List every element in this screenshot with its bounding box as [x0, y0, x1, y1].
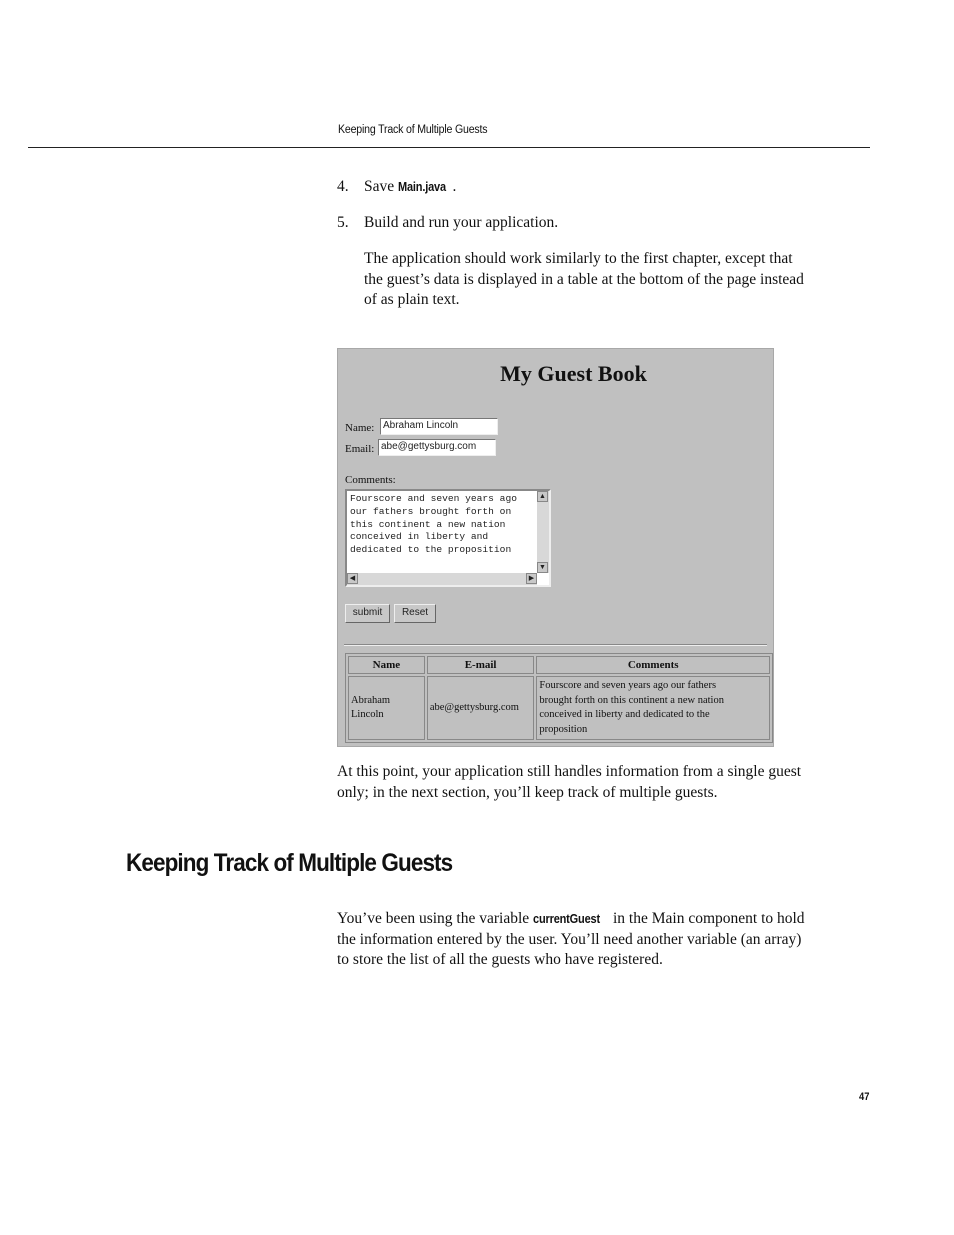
comments-textarea[interactable]: [345, 489, 551, 587]
text-line: [337, 909, 805, 930]
text-line: Fourscore and seven years ago our fathers: [539, 680, 717, 691]
comments-text: [350, 493, 532, 557]
after-figure-paragraph: [337, 762, 801, 803]
guest-table: [345, 653, 773, 743]
table-header-row: [348, 656, 770, 674]
page-number: 47: [859, 1091, 870, 1103]
email-input[interactable]: abe@gettysburg.com: [378, 439, 496, 456]
figure-divider: [344, 644, 767, 646]
text-line: conceived in liberty and: [350, 531, 489, 543]
section-paragraph: [337, 909, 805, 971]
name-input[interactable]: Abraham Lincoln: [380, 418, 498, 435]
text-line: dedicated to the proposition: [350, 544, 512, 556]
step-suffix: .: [452, 178, 457, 195]
text-line: the information entered by the user. You’ll need another variable (an array): [337, 930, 802, 948]
column-header: Name: [348, 656, 425, 674]
column-header: Comments: [536, 656, 770, 674]
scroll-down-icon[interactable]: ▼: [537, 562, 548, 573]
code-filename: Main.java: [398, 180, 446, 194]
table-row: [348, 676, 770, 740]
text-line: of as plain text.: [364, 291, 460, 308]
scroll-left-icon[interactable]: ◀: [347, 573, 358, 584]
text-line: only; in the next section, you’ll keep track of multiple guests.: [337, 783, 718, 801]
name-cell: [348, 676, 425, 740]
running-head: Keeping Track of Multiple Guests: [338, 124, 488, 136]
scroll-up-icon[interactable]: ▲: [537, 491, 548, 502]
text-line: At this point, your application still handles information from a single guest: [337, 763, 802, 780]
step-number: 5.: [337, 214, 349, 231]
text-line: The application should work similarly to the first chapter, except that: [364, 250, 793, 267]
text-line: this continent a new nation: [350, 518, 506, 530]
text-line: brought forth on this continent a new nation: [539, 694, 724, 706]
guestbook-title: My Guest Book: [500, 361, 647, 386]
column-header: E-mail: [427, 656, 535, 674]
text-line: Abraham: [351, 694, 391, 706]
text-line: to store the list of all the guests who have registered.: [337, 951, 663, 968]
text-line: conceived in liberty and dedicated to the: [539, 709, 710, 720]
text-run: You’ve been using the variable: [337, 910, 534, 927]
step-number: 4.: [337, 178, 349, 195]
text-line: proposition: [539, 723, 588, 735]
horizontal-scrollbar[interactable]: [347, 573, 537, 585]
guestbook-screenshot: [337, 348, 774, 747]
text-line: Lincoln: [351, 709, 384, 720]
name-label: Name:: [345, 422, 375, 434]
header-rule: [28, 147, 870, 148]
comments-label: Comments:: [345, 474, 396, 486]
submit-button[interactable]: submit: [345, 604, 390, 623]
text-line: our fathers brought forth on: [350, 505, 512, 517]
text-line: Fourscore and seven years ago: [350, 493, 517, 504]
step-text: Save: [364, 178, 399, 195]
code-variable: currentGuest: [533, 912, 600, 926]
email-cell: abe@gettysburg.com: [427, 676, 535, 740]
comments-cell: [536, 676, 770, 740]
scroll-right-icon[interactable]: ▶: [526, 573, 537, 584]
text-line: the guest’s data is displayed in a table at the bottom of the page instead: [364, 270, 804, 288]
text-run: in the Main component to hold: [609, 910, 805, 927]
email-label: Email:: [345, 443, 375, 455]
reset-button[interactable]: Reset: [394, 604, 436, 623]
step5-paragraph: [364, 249, 804, 311]
step-text: Build and run your application.: [364, 214, 559, 231]
step-4: [337, 178, 456, 196]
step-5: [337, 214, 558, 232]
section-heading: Keeping Track of Multiple Guests: [126, 849, 453, 877]
vertical-scrollbar[interactable]: [537, 491, 549, 573]
